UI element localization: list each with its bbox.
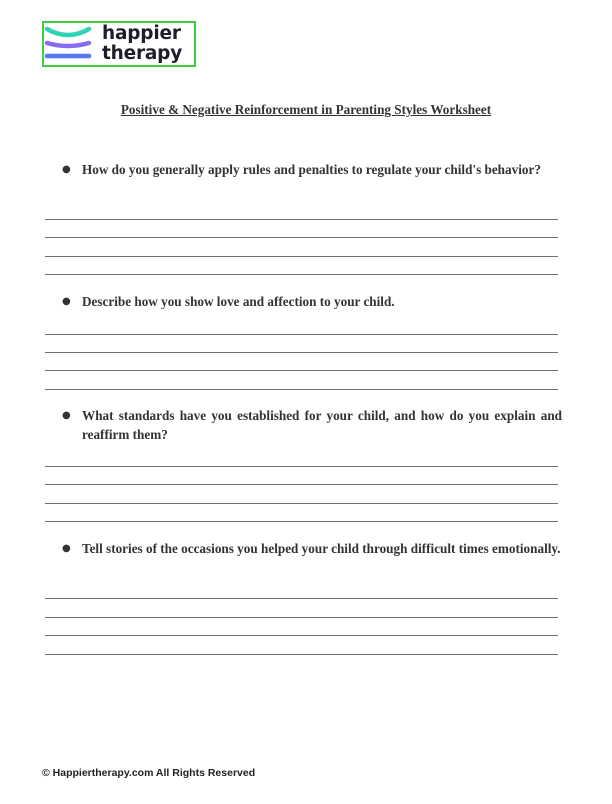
question-4 — [62, 539, 562, 558]
answer-line[interactable] — [45, 598, 558, 599]
bullet-icon: ● — [62, 296, 71, 307]
question-2 — [62, 292, 562, 311]
copyright-footer: © Happiertherapy.com All Rights Reserved — [42, 767, 256, 779]
question-text: Describe how you show love and affection to your child. — [82, 294, 395, 309]
answer-line[interactable] — [45, 370, 558, 371]
answer-line[interactable] — [45, 274, 558, 275]
question-3 — [62, 406, 562, 444]
answer-line[interactable] — [45, 654, 558, 655]
answer-line[interactable] — [45, 521, 558, 522]
logo-wordmark — [102, 24, 182, 64]
answer-line[interactable] — [45, 352, 558, 353]
answer-line[interactable] — [45, 237, 558, 238]
question-1 — [62, 160, 562, 179]
question-text: What standards have you established for your child, and how do you explain and reaffirm them? — [82, 408, 562, 442]
answer-line[interactable] — [45, 484, 558, 485]
bullet-icon: ● — [62, 164, 71, 175]
answer-line[interactable] — [45, 635, 558, 636]
question-text: Tell stories of the occasions you helped your child through difficult times emotionally. — [82, 541, 561, 556]
answer-line[interactable] — [45, 256, 558, 257]
logo-line-2: therapy — [102, 43, 183, 64]
bullet-icon: ● — [62, 543, 71, 554]
happier-therapy-logo — [42, 21, 196, 67]
answer-line[interactable] — [45, 617, 558, 618]
answer-line[interactable] — [45, 466, 558, 467]
worksheet-title: Positive & Negative Reinforcement in Parenting Styles Worksheet — [120, 102, 492, 117]
bullet-icon: ● — [62, 410, 71, 421]
answer-line[interactable] — [45, 334, 558, 335]
answer-line[interactable] — [45, 503, 558, 504]
logo-line-1: happier — [102, 23, 181, 44]
answer-line[interactable] — [45, 219, 558, 220]
question-text: How do you generally apply rules and penalties to regulate your child's behavior? — [82, 162, 541, 177]
answer-line[interactable] — [45, 389, 558, 390]
